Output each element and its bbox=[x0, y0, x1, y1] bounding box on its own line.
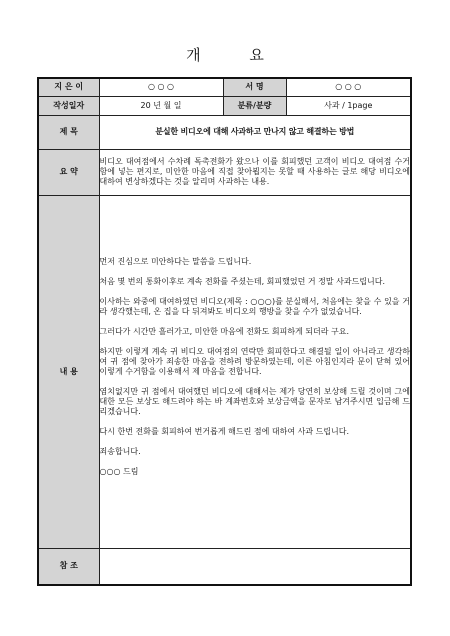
date-label: 작성일자 bbox=[38, 96, 99, 115]
content-signoff: ○○○ 드림 bbox=[99, 466, 139, 476]
summary-row bbox=[38, 149, 411, 195]
content-row bbox=[38, 195, 411, 548]
page-title: 개 요 bbox=[186, 46, 286, 64]
reference-row bbox=[38, 548, 411, 585]
content-paragraph: 먼저 진심으로 미안하다는 말씀을 드립니다. bbox=[99, 256, 252, 266]
content-paragraph: 다시 한번 전화를 회피하여 번거롭게 해드린 점에 대하여 사과 드립니다. bbox=[99, 426, 350, 436]
overview-form-table bbox=[37, 77, 412, 586]
category-value: 사과 / 1page bbox=[286, 96, 411, 115]
signature-label: 서 명 bbox=[223, 78, 286, 96]
content-paragraph: 그러다가 시간만 흘러가고, 미안한 마음에 전화도 회피하게 되더라 구요. bbox=[99, 326, 350, 336]
content-paragraph: 염치없지만 귀 점에서 대여했던 비디오에 대해서는 제가 당연히 보상해 드릴 것이며 그에 대한 모든 보상도 해드려야 하는 바 계좌번호와 보상금액을 문자로 남겨주시면 입금해 드리겠습니다. bbox=[99, 386, 410, 416]
summary-label: 요 약 bbox=[38, 149, 99, 195]
subject-value: 분실한 비디오에 대해 사과하고 만나지 않고 해결하는 방법 bbox=[99, 115, 411, 149]
reference-value bbox=[99, 548, 411, 585]
date-row bbox=[38, 96, 411, 115]
date-value: 20 년 월 일 bbox=[99, 96, 223, 115]
category-label: 분류/분량 bbox=[223, 96, 286, 115]
summary-text: 비디오 대여점에서 수차례 독촉전화가 왔으나 이를 회피했던 고객이 비디오 대여점 수거함에 넣는 편지로, 미안한 마음에 직접 찾아뵙지는 못할 때 사용하는 글로 해당 비디오에 대하여 변상하겠다는 것을 알리며 사과하는 내용. bbox=[99, 149, 411, 195]
content-paragraph: 죄송합니다. bbox=[99, 446, 141, 456]
content-paragraph: 처음 몇 번의 통화이후로 계속 전화를 주셨는데, 회피했었던 거 정말 사과드립니다. bbox=[99, 276, 386, 286]
content-body bbox=[99, 195, 411, 548]
content-label: 내 용 bbox=[38, 195, 99, 548]
author-label: 지 은 이 bbox=[38, 78, 99, 96]
signature-value: ○ ○ ○ bbox=[286, 78, 411, 96]
content-paragraph: 이사하는 와중에 대여하였던 비디오(제목 : ○○○)를 분실해서, 처음에는 찾을 수 있을 거라 생각했는데, 온 집을 다 뒤져봐도 비디오의 행방을 찾을 수가 없었습니다. bbox=[99, 296, 410, 316]
author-value: ○ ○ ○ bbox=[99, 78, 223, 96]
author-row bbox=[38, 78, 411, 96]
subject-label: 제 목 bbox=[38, 115, 99, 149]
subject-row bbox=[38, 115, 411, 149]
reference-label: 참 조 bbox=[38, 548, 99, 585]
content-paragraph: 하지만 이렇게 계속 귀 비디오 대여점의 연락만 회피한다고 해결될 일이 아니라고 생각하여 귀 점에 찾아가 죄송한 마음을 전하려 방문하였는데, 이른 아침인지라 문이 닫혀 있어 이렇게 수거함을 이용해서 제 마음을 전합니다. bbox=[99, 346, 410, 376]
